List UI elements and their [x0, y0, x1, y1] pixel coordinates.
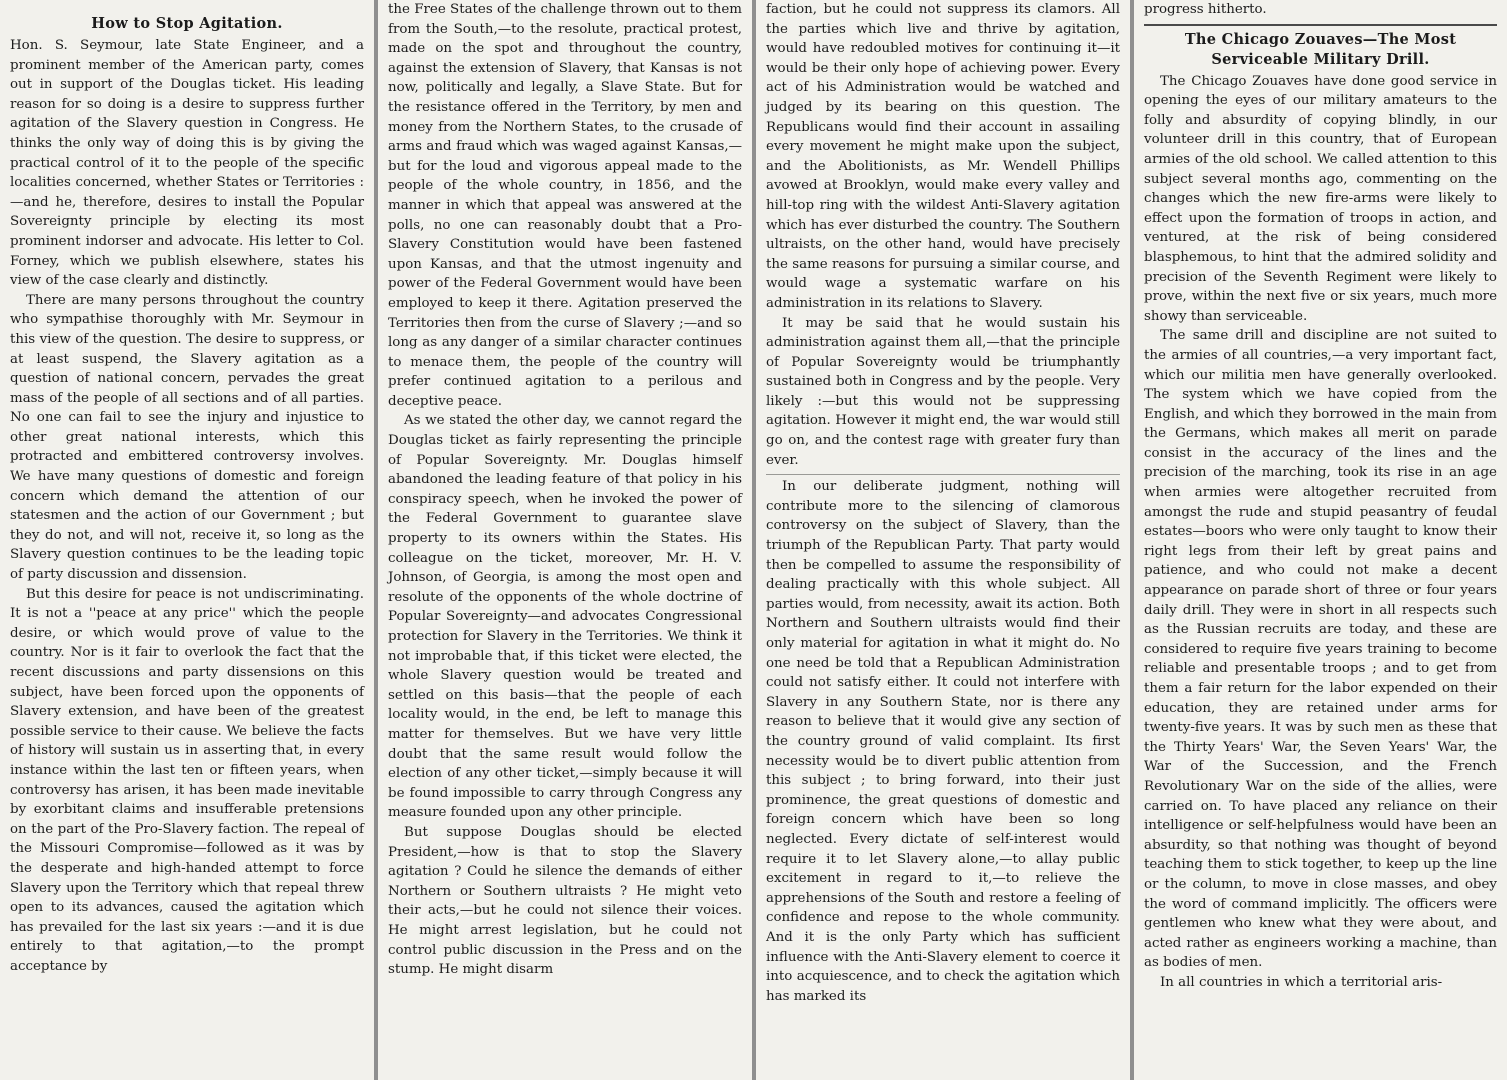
column-divider: [766, 474, 1120, 475]
paragraph: But this desire for peace is not undiscriminating. It is not a ''peace at any price'' which the people desire, or which would prove of value to the country. Nor is it fair to overlook the fact that the recent discussions and party dissensions on this subject, have been forced upon the opponents of Slavery extension, and have been of the greatest possible service to their cause. We believe the facts of history will sustain us in asserting that, in every instance within the last ten or fifteen years, when controversy has arisen, it has been made inevitable by exorbitant claims and insufferable pretensions on the part of the Pro-Slavery faction. The repeal of the Missouri Compromise—followed as it was by the desperate and high-handed attempt to force Slavery upon the Territory which that repeal threw open to its advances, caused the agitation which has prevailed for the last six years :—and it is due entirely to that agitation,—to the prompt acceptance by: [10, 586, 364, 974]
paragraph-continued: faction, but he could not suppress its clamors. All the parties which live and thrive by agitation, would have redoubled motives for continuing it—it would be their only hope of achieving power. Every act of his Administration would be watched and judged by its bearing on this question. The Republicans would find their account in assailing every movement he might make upon the subject, and the Abolitionists, as Mr. Wendell Phillips avowed at Brooklyn, would make every valley and hill-top ring with the wildest Anti-Slavery agitation which has ever disturbed the country. The Southern ultraists, on the other hand, would have precisely the same reasons for pursuing a similar course, and would wage a systematic warfare on his administration in its relations to Slavery.: [766, 2, 1120, 311]
column-2: [378, 0, 752, 1080]
paragraph-continued: the Free States of the challenge thrown out to them from the South,—to the resolute, practical protest, made on the spot and throughout the country, against the extension of Slavery, that Kansas is not now, politically and legally, a Slave State. But for the resistance offered in the Territory, by men and money from the Northern States, to the crusade of arms and fraud which was waged against Kansas,—but for the loud and vigorous appeal made to the people of the whole country, in 1856, and the manner in which that appeal was answered at the polls, no one can reasonably doubt that a Pro-Slavery Constitution would have been fastened upon Kansas, and that the utmost ingenuity and power of the Federal Government would have been employed to keep it there. Agitation preserved the Territories then from the curse of Slavery ;—and so long as any danger of a similar character continues to menace them, the people of the country will prefer continued agitation to a perilous and deceptive peace.: [388, 2, 742, 409]
paragraph: It may be said that he would sustain his administration against them all,—that the principle of Popular Sovereignty would be triumphantly sustained both in Congress and by the people. Very likely :—but this would not be suppressing agitation. However it might end, the war would still go on, and the contest rage with greater fury than ever.: [766, 315, 1120, 468]
paragraph-continued: progress hitherto.: [1144, 2, 1267, 17]
paragraph: The Chicago Zouaves have done good service in opening the eyes of our military amateurs to the folly and absurdity of copying blindly, in our volunteer drill in this country, that of European armies of the old school. We called attention to this subject several months ago, commenting on the changes which the new fire-arms were likely to effect upon the formation of troops in action, and ventured, at the risk of being considered blasphemous, to hint that the admired solidity and precision of the Seventh Regiment were likely to prove, within the next five or six years, much more showy than serviceable.: [1144, 73, 1497, 324]
column-3: [756, 0, 1130, 1080]
paragraph: There are many persons throughout the country who sympathise thoroughly with Mr. Seymour in this view of the question. The desire to suppress, or at least suspend, the Slavery agitation as a question of national concern, pervades the great mass of the people of all sections and of all parties. No one can fail to see the injury and injustice to other great national interests, which this protracted and embittered controversy involves. We have many questions of domestic and foreign concern which demand the attention of our statesmen and the action of our Government ; but they do not, and will not, receive it, so long as the Slavery question continues to be the leading topic of party discussion and dissension.: [10, 292, 364, 583]
headline-how-to-stop-agitation: How to Stop Agitation.: [91, 15, 283, 32]
paragraph: As we stated the other day, we cannot regard the Douglas ticket as fairly representing the principle of Popular Sovereignty. Mr. Douglas himself abandoned the leading feature of that policy in his conspiracy speech, when he invoked the power of the Federal Government to guarantee slave property to its owners within the States. His colleague on the ticket, moreover, Mr. H. V. Johnson, of Georgia, is among the most open and resolute of the opponents of the whole doctrine of Popular Sovereignty—and advocates Congressional protection for Slavery in the Territories. We think it not improbable that, if this ticket were elected, the whole Slavery question would be treated and settled on this basis—that the people of each locality would, in the end, be left to manage this matter for themselves. But we have very little doubt that the same result would follow the election of any other ticket,—simply because it will be found impossible to carry through Congress any measure founded upon any other principle.: [388, 413, 742, 821]
paragraph: Hon. S. Seymour, late State Engineer, and a prominent member of the American party, comes out in support of the Douglas ticket. His leading reason for so doing is a desire to suppress further agitation of the Slavery question in Congress. He thinks the only way of doing this is by giving the practical control of it to the people of the specific localities concerned, whether States or Territories :—and he, therefore, desires to install the Popular Sovereignty principle by electing its most prominent indorser and advocate. His letter to Col. Forney, which we publish elsewhere, states his view of the case clearly and distinctly.: [10, 38, 364, 289]
paragraph: In our deliberate judgment, nothing will contribute more to the silencing of clamorous controversy on the subject of Slavery, than the triumph of the Republican Party. That party would then be compelled to assume the responsibility of dealing practically with this whole subject. All parties would, from necessity, await its action. Both Northern and Southern ultraists would find their only material for agitation in what it might do. No one need be told that a Republican Administration could not satisfy either. It could not interfere with Slavery in any Southern State, nor is there any reason to believe that it would give any section of the country ground of valid complaint. Its first necessity would be to divert public attention from this subject ; to bring forward, into their just prominence, the great questions of domestic and foreign concern which have been so long neglected. Every dictate of self-interest would require it to let Slavery alone,—to allay public excitement in regard to it,—to relieve the apprehensions of the South and restore a feeling of confidence and repose to the whole community. And it is the only Party which has sufficient influence with the Anti-Slavery element to coerce it into acquiescence, and to check the agitation which has marked its: [766, 479, 1120, 1004]
headline-chicago-zouaves: The Chicago Zouaves—The Most Serviceable Military Drill.: [1184, 30, 1457, 68]
paragraph: But suppose Douglas should be elected President,—how is that to stop the Slavery agitation ? Could he silence the demands of either Northern or Southern ultraists ? He might veto their acts,—but he could not silence their voices. He might arrest legislation, but he could not control public discussion in the Press and on the stump. He might disarm: [388, 824, 742, 978]
column-4: [1134, 0, 1507, 1080]
column-1: [0, 0, 374, 1080]
article-separator-rule: [1144, 24, 1497, 26]
paragraph: The same drill and discipline are not suited to the armies of all countries,—a very important fact, which our militia men have generally overlooked. The system which we have copied from the English, and which they borrowed in the main from the Germans, which makes all merit on parade consist in the accuracy of the lines and the precision of the marching, took its rise in an age when armies were altogether recruited from amongst the rude and stupid peasantry of feudal estates—boors who were only taught to know their right legs from their left by great pains and patience, and who could not make a decent appearance on parade short of three or four years daily drill. They were in short in all respects such as the Russian recruits are today, and these are considered to require five years training to become reliable and presentable troops ; and to get from them a fair return for the labor expended on their education, they are retained under arms for twenty-five years. It was by such men as these that the Thirty Years' War, the Seven Years' War, the War of the Succession, and the French Revolutionary War on the side of the allies, were carried on. To have placed any reliance on their intelligence or self-helpfulness would have been an absurdity, so that nothing was thought of beyond teaching them to stick together, to keep up the line or the column, to move in close masses, and obey the word of command implicitly. The officers were gentlemen who knew what they were about, and acted rather as engineers working a machine, than as bodies of men.: [1144, 328, 1497, 971]
paragraph: In all countries in which a territorial aris-: [1160, 974, 1443, 990]
